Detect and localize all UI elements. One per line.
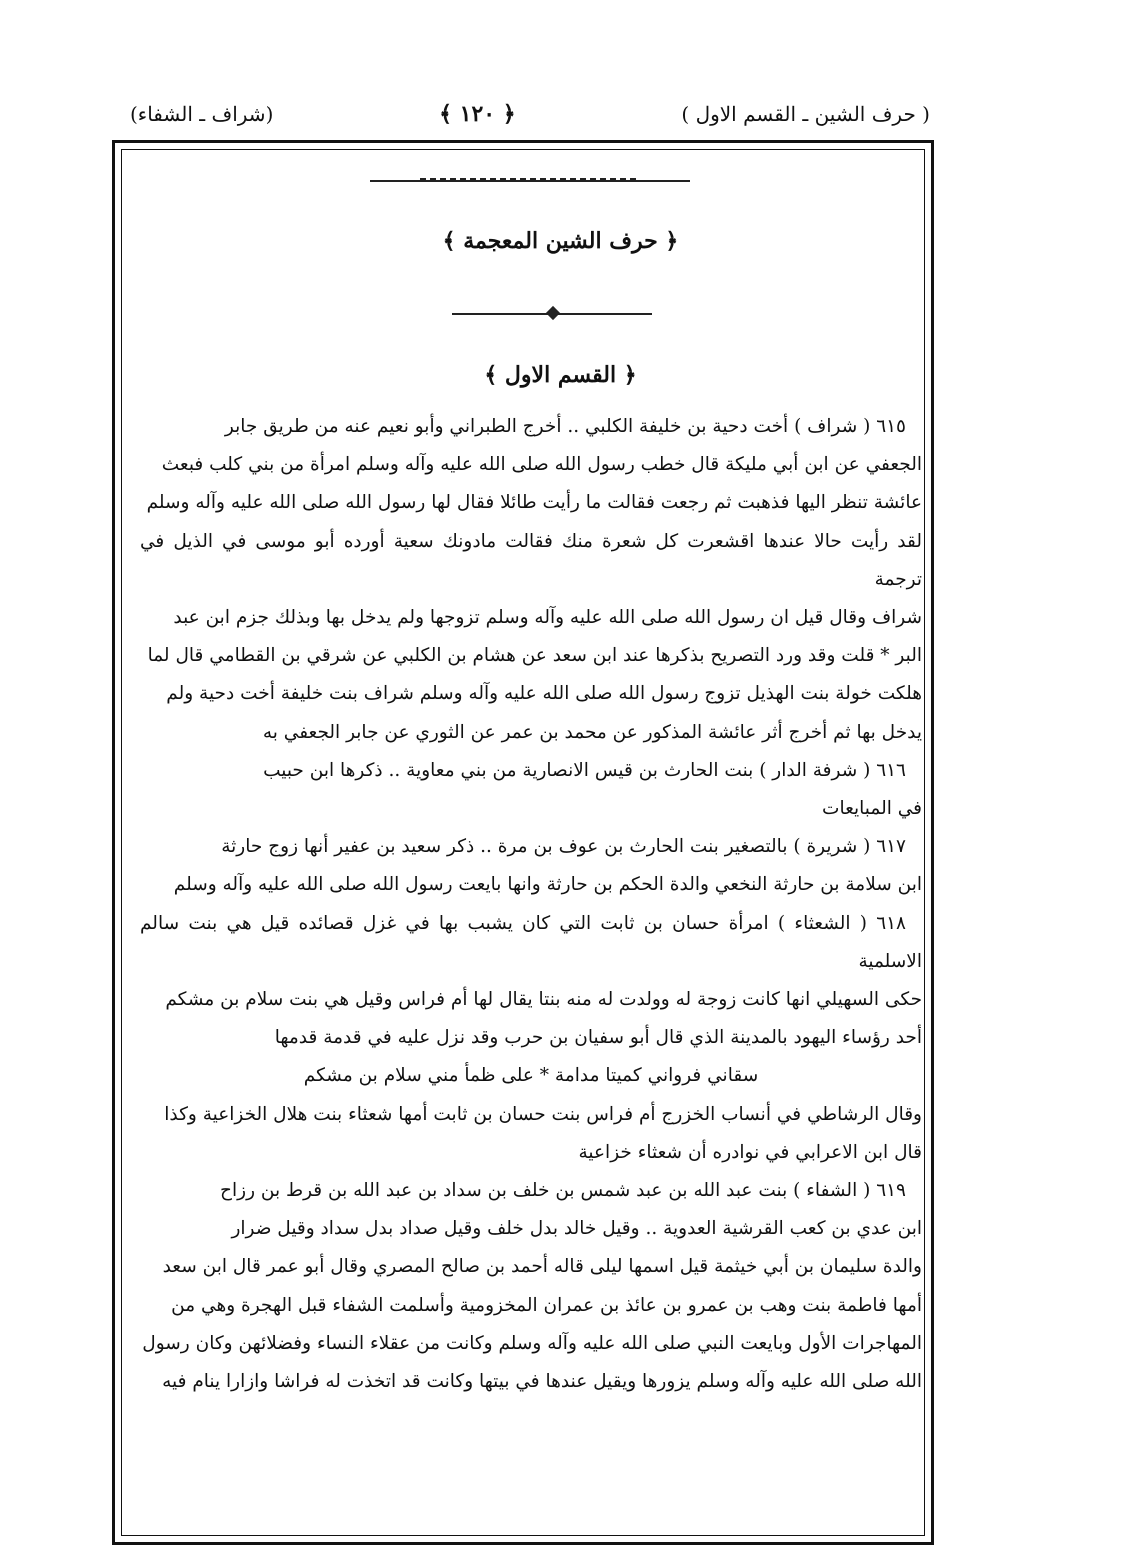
text-line: قال ابن الاعرابي في نوادره أن شعثاء خزاعية <box>578 1141 922 1163</box>
text-line: ٦١٨ ( الشعثاء ) امرأة حسان بن ثابت التي كان يشبب بها في غزل قصائده قيل هي بنت سالم الاسلمية <box>140 912 922 972</box>
text-line: المهاجرات الأول وبايعت النبي صلى الله عليه وآله وسلم وكانت من عقلاء النساء وفضلائهن وكان رسول <box>142 1332 922 1354</box>
page-number: ﴿ ١٢٠ ﴾ <box>439 101 516 127</box>
text-line: ٦١٧ ( شريرة ) بالتصغير بنت الحارث بن عوف بن مرة .. ذكر سعيد بن عفير أنها زوج حارثة <box>221 836 906 858</box>
text-line: ابن سلامة بن حارثة النخعي والدة الحكم بن حارثة وانها بايعت رسول الله صلى الله عليه وآله وسلم <box>173 874 922 896</box>
text-line: عائشة تنظر اليها فذهبت ثم رجعت فقالت ما رأيت طائلا فقال لها رسول الله صلى الله عليه وآله وسلم <box>146 492 922 514</box>
chapter-title: ﴿ حرف الشين المعجمة ﴾ <box>442 228 679 254</box>
header-right-title: ( حرف الشين ـ القسم الاول ) <box>681 102 930 126</box>
section-title: ﴿ القسم الاول ﴾ <box>484 362 637 388</box>
body-text <box>140 408 922 1401</box>
text-line: والدة سليمان بن أبي خيثمة قيل اسمها ليلى قاله أحمد بن صالح المصري وقال أبو عمر قال ابن سعد <box>162 1256 922 1278</box>
text-line: الله صلى الله عليه وآله وسلم يزورها ويقيل عندها في بيتها وكانت قد اتخذت له فراشا وازارا ينام فيه <box>162 1371 922 1393</box>
poetry-verse: سقاني فرواني كميتا مدامة * على ظمأ مني سلام بن مشكم <box>303 1065 759 1087</box>
text-line: حكى السهيلي انها كانت زوجة له وولدت له منه بنتا يقال لها أم فراس وقيل هي بنت سلام بن مشكم <box>165 989 922 1011</box>
header-left-title: (شراف ـ الشفاء) <box>130 102 274 126</box>
top-ornament <box>370 180 690 190</box>
text-line: في المبايعات <box>822 798 922 820</box>
text-line: يدخل بها ثم أخرج أثر عائشة المذكور عن محمد بن عمر عن الثوري عن جابر الجعفي به <box>262 721 922 743</box>
text-line: وقال الرشاطي في أنساب الخزرج أم فراس بنت حسان بن ثابت أمها شعثاء بنت هلال الخزاعية وكذا <box>164 1103 922 1125</box>
text-line: أمها فاطمة بنت وهب بن عمرو بن عائذ بن عمران المخزومية وأسلمت الشفاء قبل الهجرة وهي من <box>171 1294 922 1316</box>
text-line: لقد رأيت حالا عندها اقشعرت كل شعرة منك فقالت مادونك سعية أورده أبو موسى في الذيل في ترجمة <box>140 530 922 590</box>
text-line: ابن عدي بن كعب القرشية العدوية .. وقيل خالد بدل خلف وقيل صداد بدل سداد وقيل ضرار <box>231 1218 922 1240</box>
text-line: الجعفي عن ابن أبي مليكة قال خطب رسول الله صلى الله عليه وآله وسلم امرأة من بني كلب فبعث <box>161 454 922 476</box>
page-header <box>130 94 930 134</box>
text-line: ٦١٥ ( شراف ) أخت دحية بن خليفة الكلبي .. أخرج الطبراني وأبو نعيم عنه من طريق جابر <box>224 416 906 437</box>
text-line: أحد رؤساء اليهود بالمدينة الذي قال أبو سفيان بن حرب وقد نزل عليه في قدمة قدمها <box>274 1027 922 1049</box>
text-line: البر * قلت وقد ورد التصريح بذكرها عند ابن سعد عن هشام بن الكلبي عن شرقي بن القطامي قال لما <box>147 645 922 667</box>
text-line: شراف وقال قيل ان رسول الله صلى الله عليه وآله وسلم تزوجها ولم يدخل بها وبذلك جزم ابن عبد <box>173 607 922 629</box>
text-line: هلكت خولة بنت الهذيل تزوج رسول الله صلى الله عليه وآله وسلم شراف بنت خليفة أخت دحية ولم <box>166 683 922 705</box>
text-line: ٦١٦ ( شرفة الدار ) بنت الحارث بن قيس الانصارية من بني معاوية .. ذكرها ابن حبيب <box>263 759 906 781</box>
text-line: ٦١٩ ( الشفاء ) بنت عبد الله بن عبد شمس بن خلف بن سداد بن عبد الله بن قرط بن رزاح <box>220 1180 906 1202</box>
